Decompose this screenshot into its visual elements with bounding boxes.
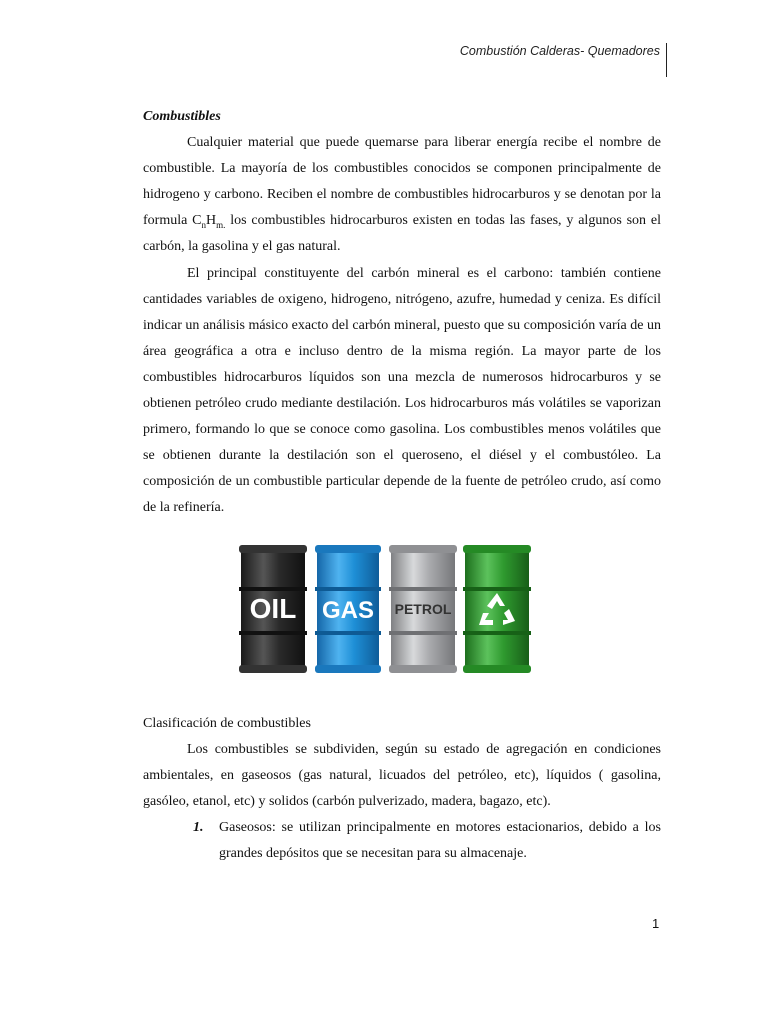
section-heading-clasificacion: Clasificación de combustibles — [143, 715, 311, 731]
page-header-title: Combustión Calderas- Quemadores — [459, 44, 660, 58]
fuel-barrels-image — [239, 543, 533, 677]
page-number: 1 — [652, 916, 660, 931]
oil-barrel — [239, 545, 307, 673]
list-item — [143, 815, 661, 867]
p1-text-after: los combustibles hidrocarburos existen en todas las fases, y algunos son el carbón, la gasolina y el gas natural. — [143, 213, 661, 255]
recycle-barrel — [463, 545, 531, 673]
petrol-barrel-label: PETROL — [394, 600, 452, 617]
formula-subscript-m: m. — [216, 220, 226, 231]
paragraph-carbon-mineral: El principal constituyente del carbón mineral es el carbono: también contiene cantidades variables de oxigeno, hidrogeno, nitrógeno, azufre, humedad y ceniza. Es difícil indicar un análisis másico exacto del carbón mineral, puesto que su composición varía de un área geográfica a otra e incluso dentro de la misma región. La mayor parte de los combustibles hidrocarburos líquidos son una mezcla de numerosos hidrocarburos y se obtienen petróleo crudo mediante destilación. Los hidrocarburos más volátiles se vaporizan primero, formando lo que se conoce como gasolina. Los combustibles menos volátiles que se obtienen durante la destilación son el queroseno, el diésel y el combustóleo. La composición de un combustible particular depende de la fuente de petróleo crudo, así como de la refinería. — [143, 265, 661, 516]
list-item-number: 1. — [193, 819, 204, 835]
formula-h: H — [206, 213, 217, 229]
document-body — [143, 104, 661, 867]
list-item-text: Gaseosos: se utilizan principalmente en motores estacionarios, debido a los grandes depósitos que se necesitan para su almacenaje. — [219, 819, 661, 861]
formula-subscript-n: n — [201, 220, 206, 231]
oil-barrel-label: OIL — [249, 592, 297, 624]
p1-text-before: Cualquier material que puede quemarse para liberar energía recibe el nombre de combustible. La mayoría de los combustibles conocidos se componen principalmente de hidrogeno y carbono. Reciben el nombre de combustibles hidrocarburos y se denotan por la formula C — [143, 135, 661, 229]
gas-barrel-label: GAS — [321, 596, 375, 624]
header-divider — [666, 43, 667, 77]
petrol-barrel — [389, 545, 457, 673]
section-heading-combustibles: Combustibles — [143, 109, 221, 124]
gas-barrel — [315, 545, 381, 673]
paragraph-clasificacion: Los combustibles se subdividen, según su estado de agregación en condiciones ambientales, en gaseosos (gas natural, licuados del petróleo, etc), líquidos ( gasolina, gasóleo, etanol, etc) y solidos (carbón pulverizado, madera, bagazo, etc). — [143, 741, 661, 809]
paragraph-combustibles-intro — [143, 130, 661, 260]
